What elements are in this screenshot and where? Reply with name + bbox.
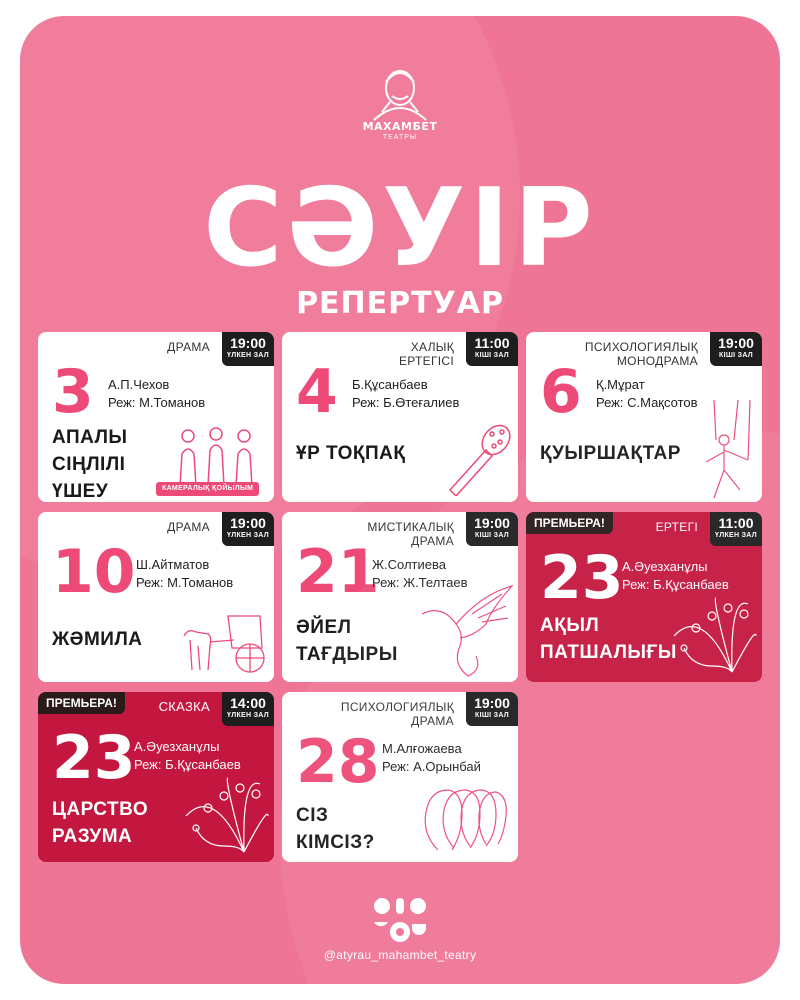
event-credits [352, 376, 459, 412]
marionette-icon [694, 400, 758, 500]
hall-label: ҮЛКЕН ЗАЛ [227, 352, 269, 359]
genre-label [367, 520, 454, 548]
hall-label: ҮЛКЕН ЗАЛ [227, 532, 269, 539]
hall-label: ҮЛКЕН ЗАЛ [227, 712, 269, 719]
event-date: 4 [296, 357, 338, 427]
time-badge [466, 512, 518, 546]
poster [20, 16, 780, 984]
event-title: ЖӘМИЛА [52, 629, 143, 650]
theatre-logo-icon [372, 896, 428, 944]
title-line: ӘЙЕЛ [296, 617, 352, 638]
logo-name: МАХАМБЕТ [362, 120, 438, 133]
director-name: Реж: Б.Құсанбаев [134, 757, 241, 772]
event-date: 28 [296, 727, 380, 797]
director-name: Реж: А.Орынбай [382, 759, 481, 774]
time-label: 11:00 [718, 515, 754, 531]
event-card[interactable] [526, 512, 762, 682]
title-line: ТАҒДЫРЫ [296, 644, 398, 665]
director-name: Реж: Б.Құсанбаев [622, 577, 729, 592]
event-title [296, 802, 375, 856]
time-label: 19:00 [230, 515, 266, 531]
hall-label: ҮЛКЕН ЗАЛ [715, 532, 757, 539]
three-women-icon [166, 424, 266, 488]
event-card[interactable] [38, 332, 274, 502]
repertoire-subtitle: РЕПЕРТУАР [296, 286, 504, 321]
genre-line: ПСИХОЛОГИЯЛЫҚ [340, 700, 454, 714]
time-label: 19:00 [230, 335, 266, 351]
genre-label [399, 340, 454, 368]
time-badge [710, 512, 762, 546]
instagram-handle[interactable]: @atyrau_mahambet_teatry [323, 948, 477, 962]
genre-line: ХАЛЫҚ [410, 340, 454, 354]
event-credits [372, 556, 468, 592]
author-name: Ж.Солтиева [372, 557, 446, 572]
horse-cart-icon [178, 612, 268, 676]
director-name: Реж: М.Томанов [136, 575, 234, 590]
event-title [296, 614, 398, 668]
title-line: КІМСІЗ? [296, 832, 375, 853]
event-credits [108, 376, 205, 412]
event-title [52, 424, 128, 502]
event-date: 3 [52, 357, 94, 427]
event-credits [622, 558, 729, 594]
peacock-icon [672, 596, 758, 678]
time-badge [466, 692, 518, 726]
title-line: СІЗ [296, 805, 329, 826]
genre-label: ДРАМА [167, 340, 210, 354]
event-title [540, 612, 677, 666]
time-badge [466, 332, 518, 366]
event-date: 21 [296, 537, 380, 607]
peacock-icon [184, 776, 270, 858]
event-date: 10 [52, 537, 136, 607]
genre-label [341, 700, 454, 728]
time-label: 19:00 [474, 515, 510, 531]
genre-label: ДРАМА [167, 520, 210, 534]
mace-icon [442, 420, 514, 496]
title-line: СІҢЛІЛІ [52, 454, 126, 475]
event-title: ҚУЫРШАҚТАР [540, 443, 681, 464]
time-badge [222, 332, 274, 366]
event-card[interactable] [38, 512, 274, 682]
event-date: 6 [540, 357, 582, 427]
genre-line: ЕРТЕГІСІ [398, 354, 454, 368]
event-card[interactable] [282, 512, 518, 682]
event-credits [134, 738, 241, 774]
time-label: 19:00 [474, 695, 510, 711]
event-card[interactable] [38, 692, 274, 862]
premiere-badge: ПРЕМЬЕРА! [526, 512, 613, 534]
time-badge [222, 512, 274, 546]
event-date: 23 [540, 543, 624, 613]
genre-label: СКАЗКА [158, 699, 210, 714]
title-line: ПАТШАЛЫҒЫ [540, 642, 677, 663]
event-card[interactable] [282, 332, 518, 502]
author-name: А.Әуезханұлы [134, 739, 220, 754]
event-credits [382, 740, 481, 776]
director-name: Реж: С.Мақсотов [596, 395, 698, 410]
genre-line: ПСИХОЛОГИЯЛЫҚ [584, 340, 698, 354]
genre-label [585, 340, 698, 368]
event-card[interactable] [282, 692, 518, 862]
author-name: А.П.Чехов [108, 377, 170, 392]
hall-label: КІШІ ЗАЛ [475, 352, 509, 359]
title-line: ҮШЕУ [52, 481, 109, 502]
title-line: АПАЛЫ [52, 427, 128, 448]
title-line: РАЗУМА [52, 826, 133, 847]
time-label: 11:00 [474, 335, 510, 351]
logo-sub: ТЕАТРЫ [382, 134, 418, 141]
hall-label: КІШІ ЗАЛ [719, 352, 753, 359]
title-line: ЦАРСТВО [52, 799, 149, 820]
genre-line: МОНОДРАМА [616, 354, 698, 368]
event-credits [596, 376, 698, 412]
author-name: Қ.Мұрат [596, 377, 645, 392]
genre-label: ЕРТЕГІ [655, 520, 698, 534]
hall-label: КІШІ ЗАЛ [475, 532, 509, 539]
chamber-badge: КАМЕРАЛЫҚ ҚОЙЫЛЫМ [156, 482, 259, 496]
time-badge [222, 692, 274, 726]
genre-line: ДРАМА [411, 714, 454, 728]
event-card[interactable] [526, 332, 762, 502]
event-date: 23 [52, 723, 136, 793]
genre-line: ДРАМА [411, 534, 454, 548]
author-name: М.Алғожаева [382, 741, 462, 756]
title-line: АҚЫЛ [540, 615, 600, 636]
faces-icon [418, 784, 510, 854]
director-name: Реж: Ж.Телтаев [372, 575, 468, 590]
director-name: Реж: Б.Өтеғалиев [352, 395, 460, 410]
phoenix-icon [412, 584, 516, 680]
genre-line: МИСТИКАЛЫҚ [367, 520, 454, 534]
time-label: 19:00 [718, 335, 754, 351]
hall-label: КІШІ ЗАЛ [475, 712, 509, 719]
event-credits [136, 556, 233, 592]
time-badge [710, 332, 762, 366]
author-name: Б.Құсанбаев [352, 377, 428, 392]
author-name: Ш.Айтматов [136, 557, 210, 572]
time-label: 14:00 [230, 695, 266, 711]
director-name: Реж: М.Томанов [108, 395, 206, 410]
premiere-badge: ПРЕМЬЕРА! [38, 692, 125, 714]
event-title: ҰР ТОҚПАҚ [296, 443, 406, 464]
author-name: А.Әуезханұлы [622, 559, 708, 574]
month-title: СӘУІР [203, 166, 597, 291]
event-title [52, 796, 148, 850]
